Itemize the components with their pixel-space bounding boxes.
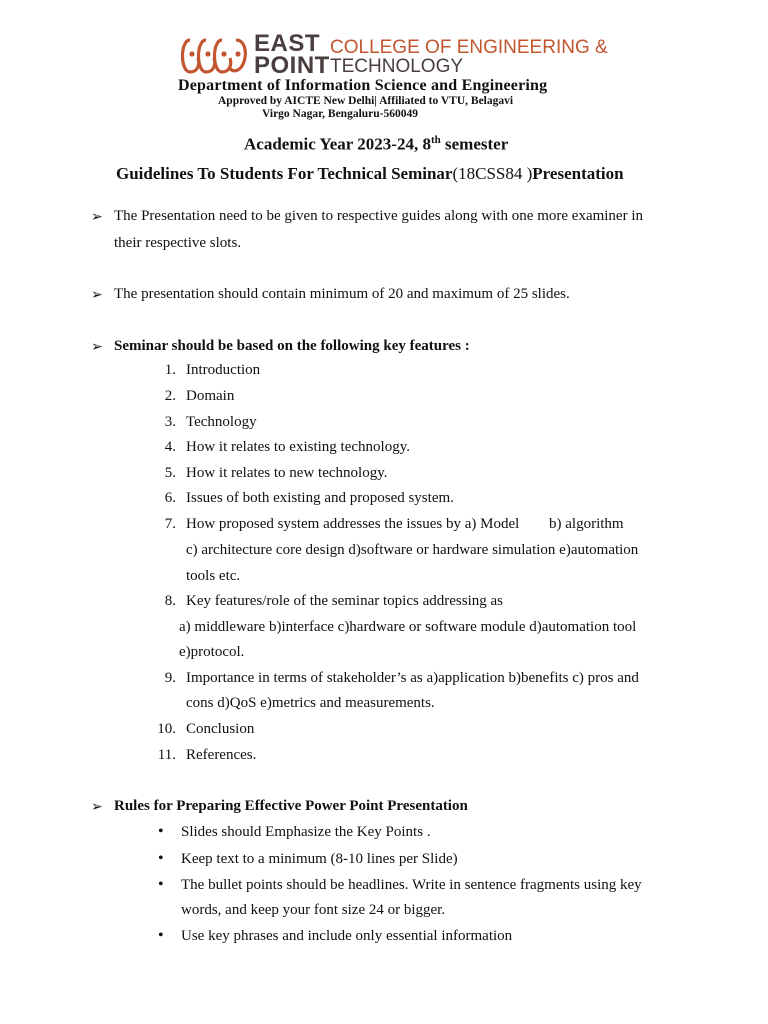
- arrow-bullet-icon: ➢: [91, 800, 103, 815]
- logo-college-line2: TECHNOLOGY: [330, 56, 464, 77]
- list-number: 8.: [164, 593, 176, 609]
- list-number: 1.: [164, 362, 176, 378]
- list-item-continued: b) algorithm: [549, 516, 624, 532]
- list-item: Importance in terms of stakeholder’s as a)application b)benefits c) pros and: [186, 670, 639, 686]
- department-name: Department of Information Science and Engineering: [178, 77, 548, 94]
- rule-item: The bullet points should be headlines. Write in sentence fragments using key: [181, 877, 642, 893]
- list-number: 2.: [164, 388, 176, 404]
- rules-heading: Rules for Preparing Effective Power Point Presentation: [114, 798, 468, 814]
- point-2: The presentation should contain minimum of 20 and maximum of 25 slides.: [114, 286, 570, 302]
- logo-east-text: EAST: [254, 30, 321, 57]
- list-item-continued: c) architecture core design d)software or hardware simulation e)automation: [186, 542, 639, 558]
- bullet-icon: •: [158, 823, 164, 840]
- list-item: Technology: [186, 414, 257, 430]
- bullet-icon: •: [158, 927, 164, 944]
- bullet-icon: •: [158, 850, 164, 867]
- list-item: How it relates to existing technology.: [186, 439, 410, 455]
- course-code: (18CSS84 ): [452, 164, 533, 183]
- rule-item: Use key phrases and include only essential information: [181, 928, 513, 944]
- bullet-icon: •: [158, 876, 164, 893]
- rule-item-continued: words, and keep your font size 24 or bigger.: [181, 902, 446, 918]
- key-features-heading: Seminar should be based on the following key features :: [114, 338, 470, 354]
- list-item-continued: tools etc.: [186, 568, 241, 584]
- address-line: Virgo Nagar, Bengaluru-560049: [262, 108, 418, 120]
- guidelines-title: [116, 164, 624, 184]
- list-number: 11.: [157, 747, 176, 763]
- list-number: 5.: [164, 465, 176, 481]
- list-number: 10.: [157, 721, 176, 737]
- list-item: Issues of both existing and proposed system.: [186, 490, 454, 506]
- list-item: How proposed system addresses the issues by a) Model: [186, 516, 520, 532]
- logo-point-text: POINT: [254, 52, 330, 79]
- rule-item: Slides should Emphasize the Key Points .: [181, 824, 431, 840]
- arrow-bullet-icon: ➢: [91, 340, 103, 355]
- list-number: 7.: [164, 516, 176, 532]
- list-item-continued: cons d)QoS e)metrics and measurements.: [186, 695, 435, 711]
- rule-item: Keep text to a minimum (8-10 lines per Slide): [181, 851, 458, 867]
- list-item: How it relates to new technology.: [186, 465, 388, 481]
- list-item-continued: e)protocol.: [179, 644, 245, 660]
- list-item: Domain: [186, 388, 235, 404]
- list-number: 6.: [164, 490, 176, 506]
- list-item: Key features/role of the seminar topics addressing as: [186, 593, 503, 609]
- college-logo-icon: [178, 36, 250, 76]
- approval-line: Approved by AICTE New Delhi| Affiliated to VTU, Belagavi: [218, 95, 514, 107]
- list-item: Introduction: [186, 362, 261, 378]
- guidelines-text: Guidelines To Students For Technical Seminar: [116, 164, 453, 183]
- list-number: 3.: [164, 414, 176, 430]
- academic-year-sup: th: [430, 134, 441, 146]
- list-item-continued: a) middleware b)interface c)hardware or software module d)automation tool: [179, 619, 637, 635]
- list-number: 4.: [164, 439, 176, 455]
- list-item: Conclusion: [186, 721, 255, 737]
- guidelines-presentation: Presentation: [532, 164, 624, 183]
- list-number: 9.: [164, 670, 176, 686]
- point-1-line-1: The Presentation need to be given to respective guides along with one more examiner in: [114, 208, 644, 224]
- list-item: References.: [186, 747, 257, 763]
- arrow-bullet-icon: ➢: [91, 210, 103, 225]
- point-1-line-2: their respective slots.: [114, 235, 242, 251]
- academic-year-title: [244, 134, 508, 155]
- academic-year-text: Academic Year 2023-24, 8: [244, 134, 431, 154]
- arrow-bullet-icon: ➢: [91, 288, 103, 303]
- logo-college-line1: COLLEGE OF ENGINEERING &: [330, 37, 608, 58]
- academic-year-semester: semester: [440, 134, 509, 154]
